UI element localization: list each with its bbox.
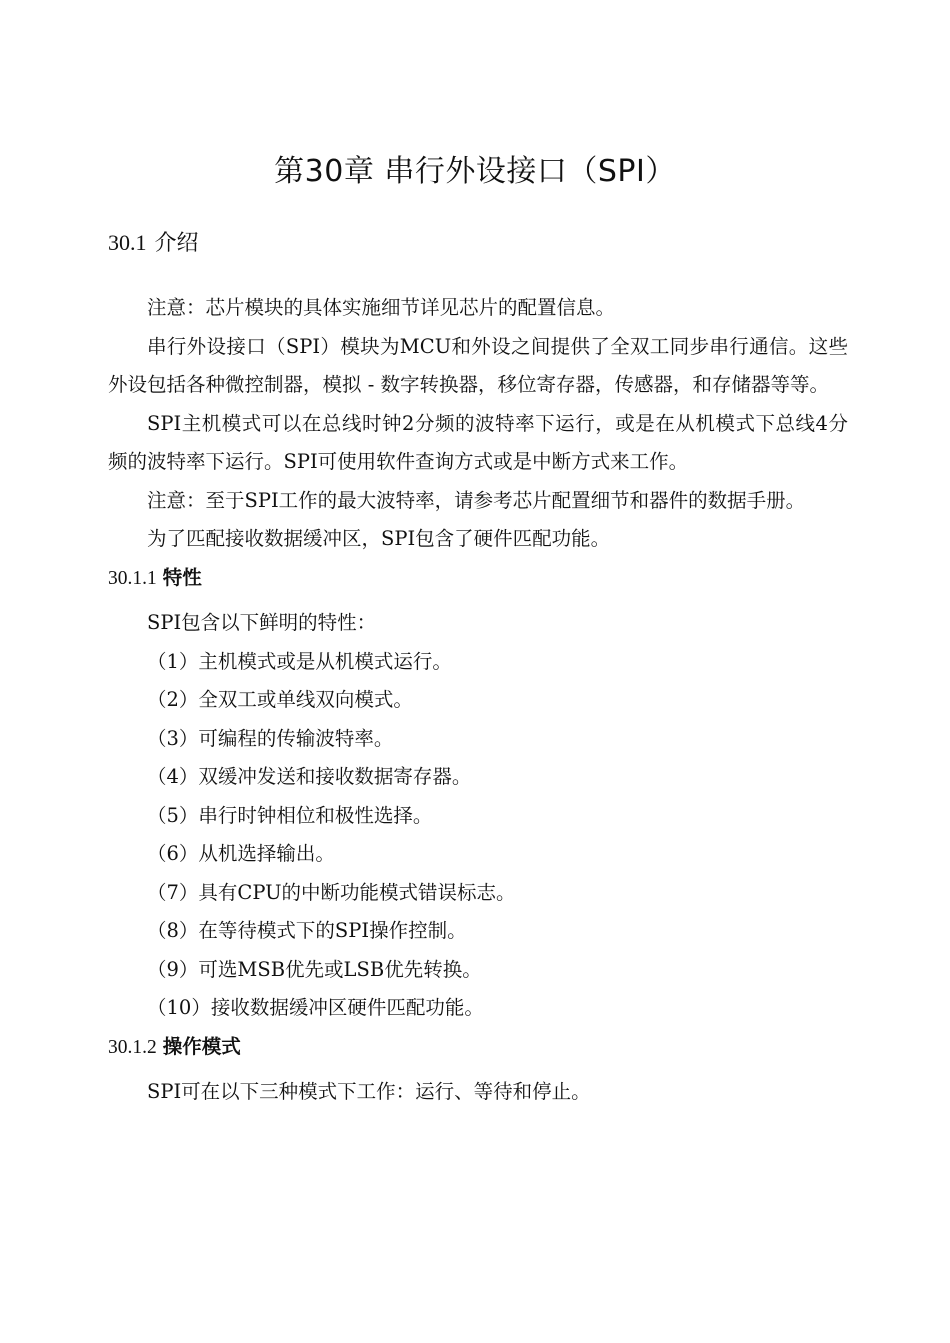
features-heading: [108, 559, 848, 599]
list-item: （8）在等待模式下的SPI操作控制。: [147, 919, 467, 942]
intro-match-paragraph: 为了匹配接收数据缓冲区，SPI包含了硬件匹配功能。: [147, 527, 611, 550]
section-heading: [108, 227, 199, 260]
chapter-title: 第30章 串行外设接口（SPI）: [274, 154, 676, 189]
section-body: [108, 289, 848, 1112]
list-item: （5）串行时钟相位和极性选择。: [147, 803, 433, 827]
intro-description-paragraph: 串行外设接口（SPI）模块为MCU和外设之间提供了全双工同步串行通信。这些外设包括各种微控制器，模拟 - 数字转换器，移位寄存器，传感器，和存储器等等。: [108, 334, 848, 396]
intro-baudrate-paragraph: SPI主机模式可以在总线时钟2分频的波特率下运行，或是在从机模式下总线4分频的波特率下运行。SPI可使用软件查询方式或是中断方式来工作。: [108, 411, 848, 473]
modes-title: 操作模式: [162, 1034, 241, 1058]
list-item: （10）接收数据缓冲区硬件匹配功能。: [147, 996, 484, 1019]
list-item: （3）可编程的传输波特率。: [147, 726, 394, 750]
modes-heading: [108, 1028, 848, 1068]
features-number: 30.1.1: [108, 567, 157, 589]
list-item: （1）主机模式或是从机模式运行。: [147, 649, 452, 673]
list-item: （4）双缓冲发送和接收数据寄存器。: [147, 765, 472, 788]
list-item: （2）全双工或单线双向模式。: [147, 688, 413, 711]
features-list: [108, 643, 848, 1028]
list-item: （7）具有CPU的中断功能模式错误标志。: [147, 880, 516, 904]
modes-number: 30.1.2: [108, 1036, 157, 1058]
list-item: （6）从机选择输出。: [147, 842, 335, 865]
features-title: 特性: [162, 565, 202, 589]
list-item: （9）可选MSB优先或LSB优先转换。: [147, 957, 482, 981]
intro-max-baudrate-note: 注意：至于SPI工作的最大波特率，请参考芯片配置细节和器件的数据手册。: [147, 488, 806, 512]
section-title: 介绍: [154, 231, 199, 256]
features-lead: SPI包含以下鲜明的特性：: [147, 611, 377, 634]
modes-paragraph: SPI可在以下三种模式下工作：运行、等待和停止。: [147, 1080, 591, 1103]
section-number: 30.1: [108, 230, 147, 255]
intro-note-paragraph: 注意：芯片模块的具体实施细节详见芯片的配置信息。: [147, 296, 616, 319]
